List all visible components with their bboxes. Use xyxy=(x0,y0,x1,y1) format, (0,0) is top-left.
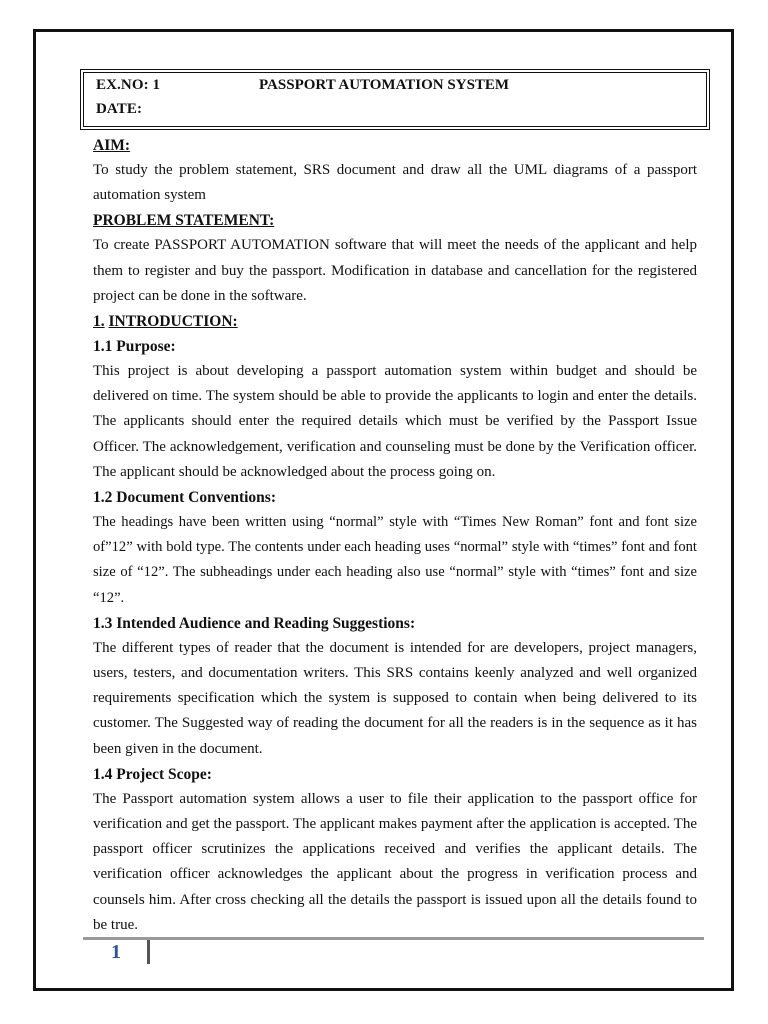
document-title: PASSPORT AUTOMATION SYSTEM xyxy=(259,77,510,93)
aim-text: To study the problem statement, SRS document and draw all the UML diagrams of a passport automation system xyxy=(93,162,697,204)
date-label: DATE: xyxy=(96,101,143,117)
introduction-number: 1. xyxy=(93,313,105,331)
purpose-text: This project is about developing a passport automation system within budget and should be delivered on time. The system should be able to provide the applicants to login and enter the details. The applicants should enter the required details which must be verified by the Passport Issue Officer. The acknowledgement, verification and counseling must be done by the Verification officer. The applicant should be acknowledged about the process going on. xyxy=(93,363,697,480)
introduction-title: INTRODUCTION: xyxy=(108,313,238,331)
header-box xyxy=(80,69,710,130)
scope-heading: 1.4 Project Scope: xyxy=(93,765,212,783)
problem-heading: PROBLEM STATEMENT: xyxy=(93,212,275,230)
aim-heading: AIM: xyxy=(93,137,131,154)
scope-text: The Passport automation system allows a user to file their application to the passport office for verification and get the passport. The applicant makes payment after the application is accepted. The passport officer scrutinizes the applications received and verifies the applicant details. The verification officer acknowledges the applicant about the progress in verification process and counsels him. After cross checking all the details the passport is issued upon all the details found to be true. xyxy=(93,790,697,933)
purpose-heading: 1.1 Purpose: xyxy=(93,338,176,356)
audience-text: The different types of reader that the document is intended for are developers, project managers, users, testers, and documentation writers. This SRS contains keenly analyzed and well organized requirements specification which the system is supposed to contain when being delivered to its customer. The Suggested way of reading the document for all the readers is in the sequence as it has been given in the document. xyxy=(93,639,697,757)
problem-text: To create PASSPORT AUTOMATION software that will meet the needs of the applicant and help them to register and buy the passport. Modification in database and cancellation for the registered project can be done in the software. xyxy=(93,237,697,304)
footer-rule xyxy=(83,937,704,940)
introduction-heading xyxy=(93,309,697,334)
conventions-heading: 1.2 Document Conventions: xyxy=(93,489,276,507)
page-number: 1 xyxy=(111,941,121,963)
footer-divider xyxy=(147,940,150,964)
exercise-number: EX.NO: 1 xyxy=(96,77,161,93)
conventions-text: The headings have been written using “normal” style with “Times New Roman” font and font size of”12” with bold type. The contents under each heading uses “normal” style with “times” font and font size of “12”. The subheadings under each heading also use “normal” style with “times” font and size “12”. xyxy=(93,514,697,606)
document-body xyxy=(93,133,697,938)
audience-heading: 1.3 Intended Audience and Reading Suggestions: xyxy=(93,614,416,632)
